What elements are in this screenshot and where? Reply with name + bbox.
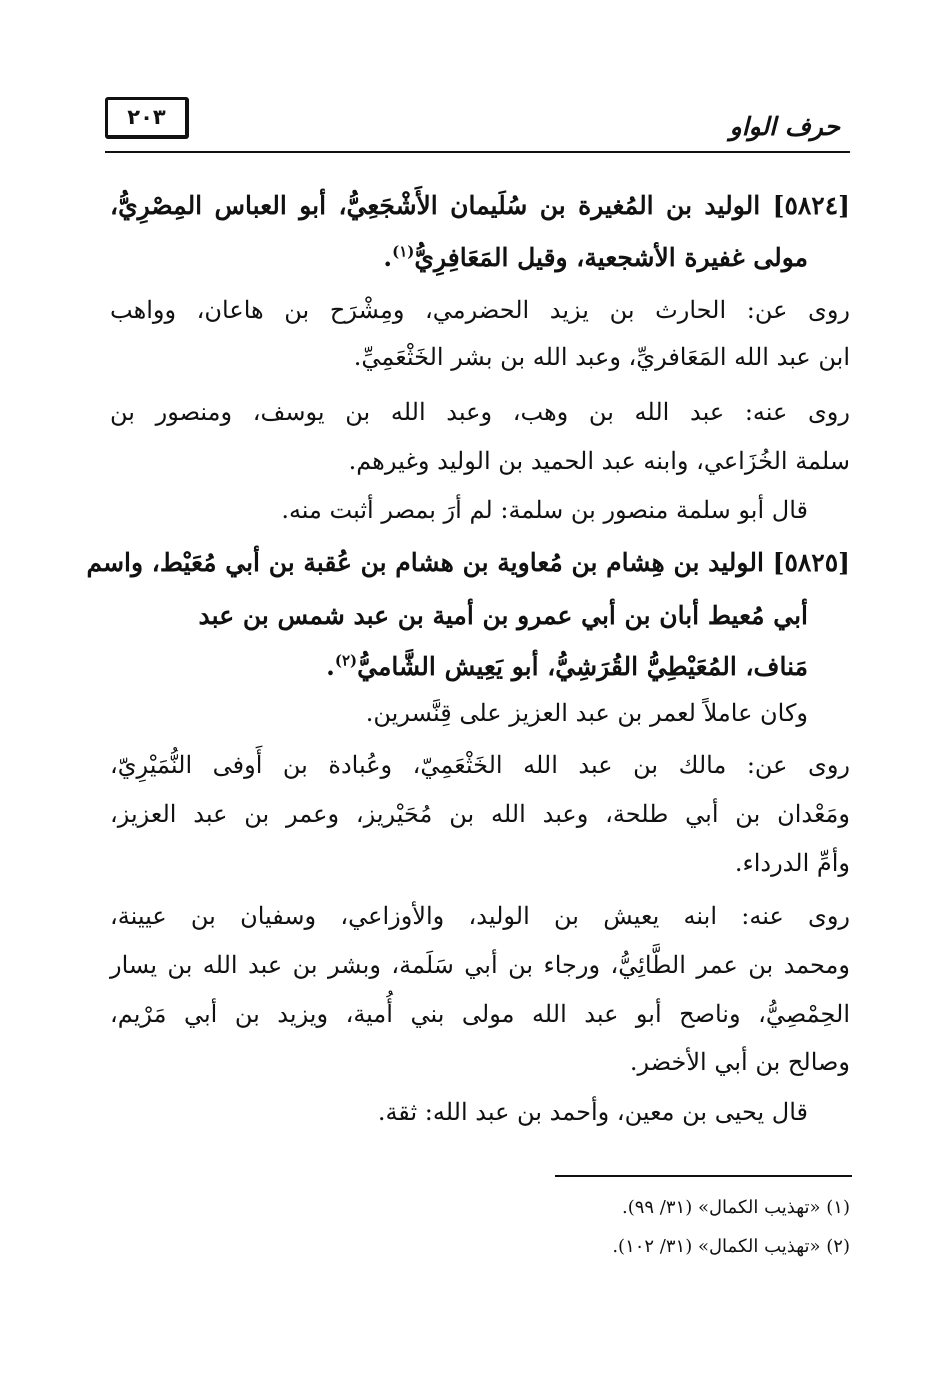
entry-5824-rawa-an-line-1: روى عن: الحارث بن يزيد الحضرمي، ومِشْرَح بن هاعان، وواهب: [110, 296, 850, 324]
entry-5825-rawa-anhu-line-2: ومحمد بن عمر الطَّائِيُّ، ورجاء بن أبي سَلَمة، وبشر بن عبد الله بن يسار: [110, 951, 850, 979]
entry-5824-rawa-an-line-2: ابن عبد الله المَعَافريِّ، وعبد الله بن بشر الخَثْعَمِيِّ.: [353, 343, 850, 371]
footnote-ref-2: (٢): [334, 651, 358, 670]
entry-5825-kana-line: وكان عاملاً لعمر بن عبد العزيز على قِنَّسرين.: [365, 699, 808, 727]
header-rule: [105, 151, 850, 153]
entry-5824-rawa-anhu-line-1: روى عنه: عبد الله بن وهب، وعبد الله بن يوسف، ومنصور بن: [110, 398, 850, 426]
entry-5824-heading-text: مولى غفيرة الأشجعية، وقيل المَعَافِرِيُّ: [414, 243, 808, 272]
page-number: ٢٠٣: [127, 105, 166, 129]
entry-5825-qala-line: قال يحيى بن معين، وأحمد بن عبد الله: ثقة.: [377, 1098, 808, 1126]
entry-5825-heading-line-1: [٥٨٢٥] الوليد بن هِشام بن مُعاوية بن هشام بن عُقبة بن أبي مُعَيْط، واسم: [86, 548, 850, 577]
entry-5824-rawa-anhu-line-2: سلمة الخُزَاعي، وابنه عبد الحميد بن الوليد وغيرهم.: [348, 447, 850, 475]
page-number-box: [105, 97, 189, 139]
entry-5825-rawa-an-line-3: وأمِّ الدرداء.: [734, 849, 850, 877]
entry-5825-heading-text: مَناف، المُعَيْطِيُّ القُرَشِيُّ، أبو يَعِيش الشَّاميُّ: [357, 652, 808, 681]
entry-5825-rawa-anhu-line-4: وصالح بن أبي الأخضر.: [629, 1048, 850, 1076]
entry-5824-qala-line: قال أبو سلمة منصور بن سلمة: لم أرَ بمصر أثبت منه.: [281, 496, 808, 524]
entry-5824-heading-line-2: [383, 238, 808, 278]
heading-end-mark: .: [326, 652, 335, 681]
running-title: حرف الواو: [729, 112, 840, 141]
entry-5825-rawa-anhu-line-3: الحِمْصِيُّ، وناصح أبو عبد الله مولى بني أُمية، ويزيد بن أبي مَرْيم،: [110, 1000, 850, 1028]
entry-5825-rawa-an-line-1: روى عن: مالك بن عبد الله الخَثْعَمِيّ، وعُبادة بن أَوفى النُّمَيْرِيّ،: [110, 751, 850, 779]
footnote-1: (١) «تهذيب الكمال» (٣١/ ٩٩).: [621, 1197, 850, 1218]
footnote-rule: [555, 1175, 852, 1177]
footnote-2: (٢) «تهذيب الكمال» (٣١/ ١٠٢).: [612, 1236, 850, 1257]
entry-5825-rawa-an-line-2: ومَعْدان بن أبي طلحة، وعبد الله بن مُحَيْريز، وعمر بن عبد العزيز،: [110, 800, 850, 828]
entry-5825-heading-line-3: [326, 647, 808, 687]
heading-end-mark: .: [383, 243, 393, 272]
entry-5825-rawa-anhu-line-1: روى عنه: ابنه يعيش بن الوليد، والأوزاعي، وسفيان بن عيينة،: [110, 902, 850, 930]
entry-5825-heading-line-2: أبي مُعيط أبان بن أبي عمرو بن أمية بن عبد شمس بن عبد: [198, 601, 808, 630]
entry-5824-heading-line-1: [٥٨٢٤] الوليد بن المُغيرة بن سُلَيمان الأَشْجَعِيُّ، أبو العباس المِصْرِيُّ،: [110, 191, 850, 220]
footnote-ref-1: (١): [392, 242, 415, 261]
